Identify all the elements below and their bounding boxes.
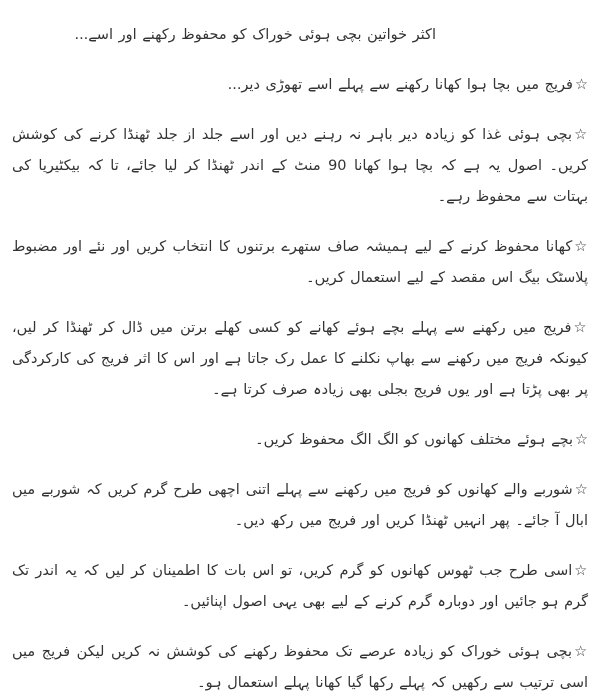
tip-text: فریج میں رکھنے سے پہلے بچے ہوئے کھانے کو کسی کھلے برتن میں ڈال کر ٹھنڈا کر لیں، کیونکہ فریج میں رکھنے سے بھاپ نکلنے کا عمل رک جاتا ہے اور اس کا اثر فریج کی کارکردگی پر بھی پڑتا ہے اور یوں فریج بجلی بھی زیادہ صرف کرتا ہے۔ <box>12 320 588 398</box>
tip-paragraph-4 <box>12 313 588 406</box>
star-icon: ☆ <box>574 644 589 660</box>
star-icon: ☆ <box>574 239 589 255</box>
tip-text: بچی ہوئی غذا کو زیادہ دیر باہر نہ رہنے دیں اور اسے جلد از جلد ٹھنڈا کرنے کی کوشش کریں۔ اصول یہ ہے کہ بچا ہوا کھانا 90 منٹ کے اندر ٹھنڈا کر لیا جائے، تا کہ بیکٹیریا کی بہتات سے محفوظ رہے۔ <box>12 127 588 205</box>
star-icon: ☆ <box>575 432 588 448</box>
tip-paragraph-3 <box>12 232 588 294</box>
star-icon: ☆ <box>574 482 588 498</box>
star-icon: ☆ <box>573 320 589 336</box>
tip-text: بچی ہوئی خوراک کو زیادہ عرصے تک محفوظ رکھنے کی کوشش نہ کریں لیکن فریج میں اسی ترتیب سے رکھیں کہ پہلے رکھا گیا کھانا پہلے استعمال ہو۔ <box>12 644 588 691</box>
intro-paragraph: اکثر خواتین بچی ہوئی خوراک کو محفوظ رکھنے اور اسے... <box>74 27 436 43</box>
tip-paragraph-1 <box>12 70 588 101</box>
tip-text: شوربے والے کھانوں کو فریج میں رکھنے سے پہلے اتنی اچھی طرح گرم کریں کہ شوربے میں ابال آ جائے۔ پھر انہیں ٹھنڈا کریں اور فریج میں رکھ دیں۔ <box>12 482 588 529</box>
star-icon: ☆ <box>574 127 589 143</box>
tip-text: کھانا محفوظ کرنے کے لیے ہمیشہ صاف ستھرے برتنوں کا انتخاب کریں اور نئے اور مضبوط پلاسٹک بیگ اس مقصد کے لیے استعمال کریں۔ <box>12 239 588 286</box>
tip-paragraph-7 <box>12 556 588 618</box>
tip-text: فریج میں بچا ہوا کھانا رکھنے سے پہلے اسے تھوڑی دیر... <box>227 77 573 93</box>
tip-text: بچے ہوئے مختلف کھانوں کو الگ الگ محفوظ کریں۔ <box>255 432 573 448</box>
star-icon: ☆ <box>575 77 588 93</box>
star-icon: ☆ <box>574 563 588 579</box>
tip-paragraph-2 <box>12 120 588 213</box>
tip-paragraph-8 <box>12 637 588 699</box>
tip-paragraph-5 <box>12 425 588 456</box>
tip-paragraph-6 <box>12 475 588 537</box>
tip-text: اسی طرح جب ٹھوس کھانوں کو گرم کریں، تو اس بات کا اطمینان کر لیں کہ یہ اندر تک گرم ہو جائیں اور دوبارہ گرم کرنے کے لیے بھی یہی اصول اپنائیں۔ <box>12 563 588 610</box>
